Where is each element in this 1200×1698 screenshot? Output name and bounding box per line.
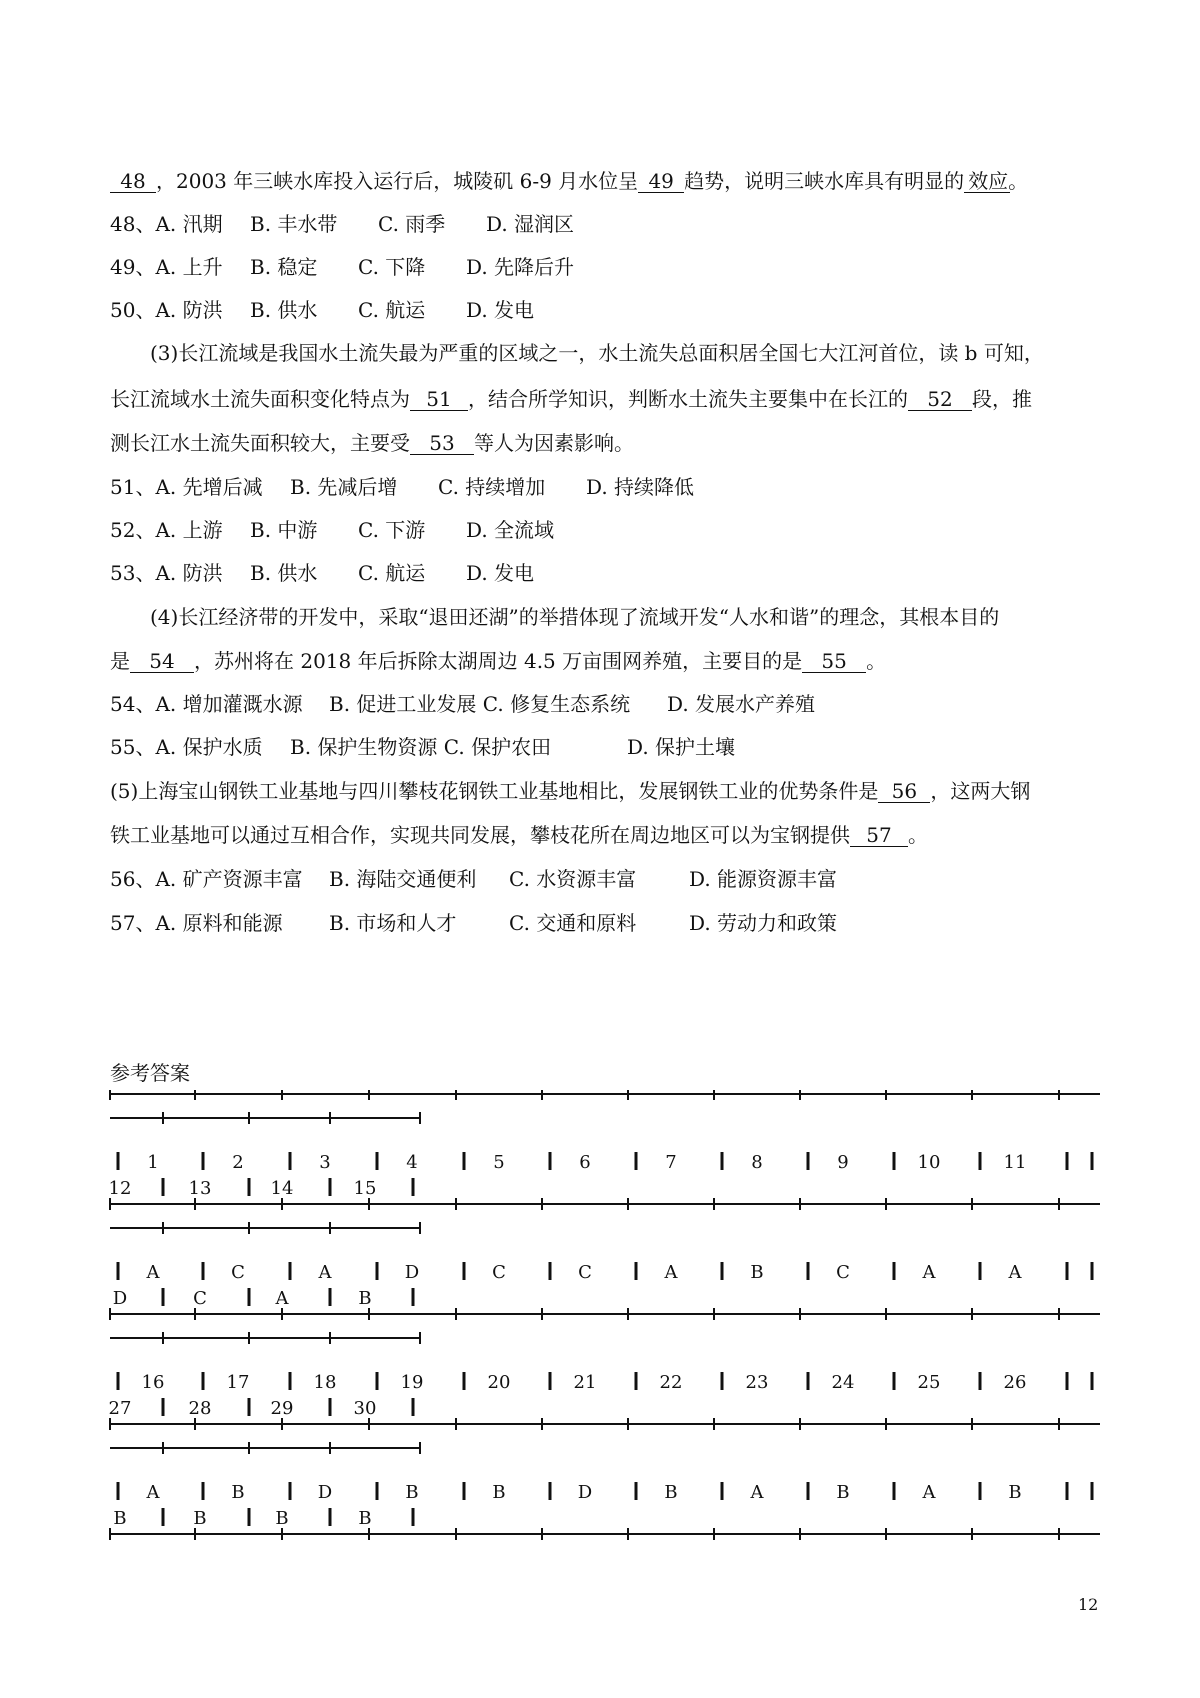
blank-48: 48 [110, 170, 156, 193]
answer-cell: B [664, 1482, 678, 1503]
answer-cell: 25 [917, 1372, 941, 1393]
answer-cell: 20 [487, 1372, 511, 1393]
answer-cell: 10 [917, 1152, 941, 1173]
answer-cell: 24 [831, 1372, 855, 1393]
blank-54: 54 [130, 650, 194, 673]
answer-cell: D [317, 1482, 333, 1503]
q53-options: 53、A. 防洪 B. 供水 C. 航运 D. 发电 [110, 561, 535, 585]
answer-cell: D [404, 1262, 420, 1283]
answer-cell: B [750, 1262, 764, 1283]
answer-cell: 1 [147, 1152, 159, 1173]
answer-cell: 8 [751, 1152, 763, 1173]
q55-options: 55、A. 保护水质 B. 保护生物资源 C. 保护农田 D. 保护土壤 [110, 735, 736, 759]
answer-cell-overflow: B [113, 1508, 127, 1529]
answer-table [0, 1090, 1200, 1550]
q48-50-stem: 48 ，2003 年三峡水库投入运行后，城陵矶 6-9 月水位呈 49 趋势，说明三峡水库具有明显的 效应。 [110, 168, 1010, 194]
p5-line-2: 铁工业基地可以通过互相合作，实现共同发展，攀枝花所在周边地区可以为宝钢提供 57 。 [110, 823, 928, 847]
answer-cell: 22 [659, 1372, 683, 1393]
answer-cell: C [492, 1262, 506, 1283]
answer-cell: B [231, 1482, 245, 1503]
blank-49: 49 [638, 170, 684, 193]
answer-cell-overflow: B [275, 1508, 289, 1529]
answer-cell: A [922, 1482, 936, 1503]
answer-cell: B [1008, 1482, 1022, 1503]
answer-cell-overflow: 14 [270, 1178, 294, 1199]
answer-cell: 7 [665, 1152, 677, 1173]
q48-options: 48、A. 汛期 B. 丰水带 C. 雨季 D. 湿润区 [110, 212, 575, 236]
answer-cell-overflow: 28 [188, 1398, 212, 1419]
q56-options: 56、A. 矿产资源丰富 B. 海陆交通便利 C. 水资源丰富 D. 能源资源丰富 [110, 867, 838, 891]
answer-cell-overflow: 30 [353, 1398, 377, 1419]
p5-line-1: (5)上海宝山钢铁工业基地与四川攀枝花钢铁工业基地相比，发展钢铁工业的优势条件是 56 ，这两大钢 [110, 779, 1031, 803]
answer-cell: A [922, 1262, 936, 1283]
p3-line-1: (3)长江流域是我国水土流失最为严重的区域之一，水土流失总面积居全国七大江河首位，读 b 可知， [150, 341, 1044, 365]
answer-cell: 9 [837, 1152, 849, 1173]
blank-52: 52 [908, 388, 972, 411]
blank-56: 56 [878, 780, 930, 803]
answer-cell: C [578, 1262, 592, 1283]
answer-cell: A [146, 1262, 160, 1283]
answer-cell: 6 [579, 1152, 591, 1173]
blank-53: 53 [410, 432, 474, 455]
p4-line-1: (4)长江经济带的开发中，采取“退田还湖”的举措体现了流域开发“人水和谐”的理念，其根本目的 [150, 605, 1000, 629]
answer-cell-overflow: D [112, 1288, 128, 1309]
blank-55: 55 [802, 650, 866, 673]
answer-cell: B [405, 1482, 419, 1503]
q54-options: 54、A. 增加灌溉水源 B. 促进工业发展 C. 修复生态系统 D. 发展水产养殖 [110, 692, 816, 716]
q57-options: 57、A. 原料和能源 B. 市场和人才 C. 交通和原料 D. 劳动力和政策 [110, 911, 838, 935]
answer-cell: 23 [745, 1372, 769, 1393]
answer-cell-overflow: 12 [108, 1178, 132, 1199]
answer-cell: C [231, 1262, 245, 1283]
q52-options: 52、A. 上游 B. 中游 C. 下游 D. 全流域 [110, 518, 555, 542]
p4-line-2: 是 54 ，苏州将在 2018 年后拆除太湖周边 4.5 万亩围网养殖，主要目的是 55 。 [110, 649, 887, 673]
page-number: 12 [1078, 1595, 1099, 1614]
q50-options: 50、A. 防洪 B. 供水 C. 航运 D. 发电 [110, 298, 535, 322]
answer-cell: A [318, 1262, 332, 1283]
answer-cell: 11 [1003, 1152, 1027, 1173]
answer-cell: A [750, 1482, 764, 1503]
answer-cell: A [146, 1482, 160, 1503]
answer-cell: B [836, 1482, 850, 1503]
blank-57: 57 [850, 824, 908, 847]
blank-50: 效应。 [964, 170, 1010, 193]
answer-cell-overflow: 15 [353, 1178, 377, 1199]
answer-cell: 19 [400, 1372, 424, 1393]
answer-cell-overflow: 27 [108, 1398, 132, 1419]
answer-cell: D [577, 1482, 593, 1503]
answers-title: 参考答案 [110, 1061, 190, 1085]
answer-cell: 18 [313, 1372, 337, 1393]
q51-options: 51、A. 先增后减 B. 先减后增 C. 持续增加 D. 持续降低 [110, 475, 695, 499]
answer-cell-overflow: B [193, 1508, 207, 1529]
answer-cell: 3 [319, 1152, 331, 1173]
answer-cell-overflow: B [358, 1508, 372, 1529]
p3-line-2: 长江流域水土流失面积变化特点为 51 ，结合所学知识，判断水土流失主要集中在长江的 52 段，推 [110, 387, 1032, 411]
blank-51: 51 [410, 388, 468, 411]
answer-cell: C [836, 1262, 850, 1283]
answer-cell: 21 [573, 1372, 597, 1393]
answer-cell: 16 [141, 1372, 165, 1393]
answer-cell-overflow: C [193, 1288, 207, 1309]
answer-cell: 5 [493, 1152, 505, 1173]
answer-cell-overflow: 13 [188, 1178, 212, 1199]
answer-cell-overflow: A [275, 1288, 289, 1309]
answer-cell-overflow: 29 [270, 1398, 294, 1419]
answer-cell: 17 [226, 1372, 250, 1393]
p3-line-3: 测长江水土流失面积较大，主要受 53 等人为因素影响。 [110, 431, 634, 455]
q49-options: 49、A. 上升 B. 稳定 C. 下降 D. 先降后升 [110, 255, 575, 279]
answer-cell: 2 [232, 1152, 244, 1173]
answer-cell: 4 [406, 1152, 418, 1173]
answer-cell: 26 [1003, 1372, 1027, 1393]
answer-cell: A [664, 1262, 678, 1283]
answer-cell: B [492, 1482, 506, 1503]
answer-cell: A [1008, 1262, 1022, 1283]
answer-cell-overflow: B [358, 1288, 372, 1309]
